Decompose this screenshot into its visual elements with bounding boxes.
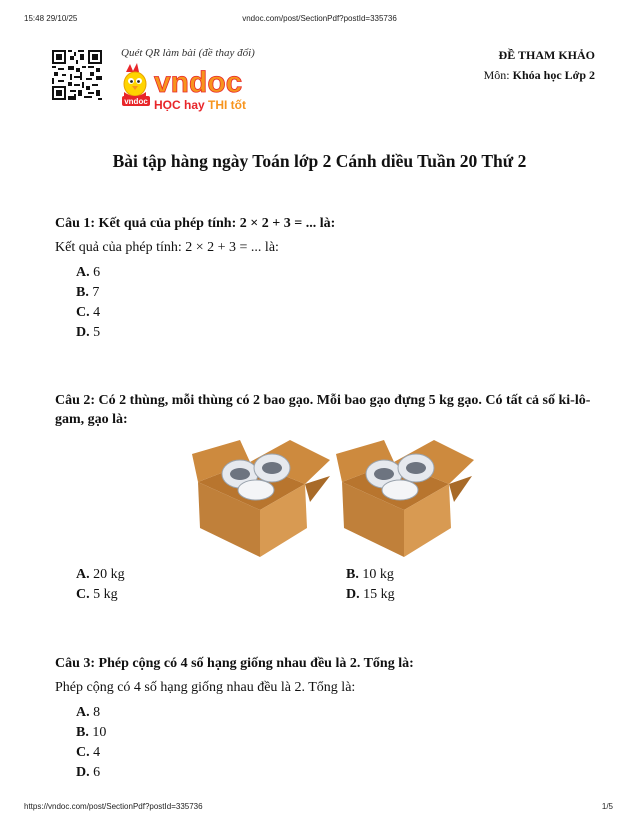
- page-number: 1/5: [601, 802, 613, 811]
- question-1-option-a[interactable]: A. 6: [76, 265, 101, 280]
- mascot-icon: [124, 63, 146, 100]
- qr-code[interactable]: [52, 50, 102, 100]
- subject-value: Khóa học Lớp 2: [512, 68, 595, 82]
- question-3-text: Phép cộng có 4 số hạng giống nhau đều là 2. Tổng là:: [55, 680, 356, 695]
- question-2-option-c[interactable]: C. 5 kg: [76, 587, 118, 602]
- question-3-heading: Câu 3: Phép cộng có 4 số hạng giống nhau đều là 2. Tổng là:: [55, 656, 414, 671]
- print-header-url: vndoc.com/post/SectionPdf?postId=335736: [242, 14, 397, 23]
- question-2-option-d[interactable]: D. 15 kg: [346, 587, 395, 602]
- svg-text:vndoc: vndoc: [154, 66, 243, 99]
- print-datetime: 15:48 29/10/25: [24, 14, 78, 23]
- question-1-option-d[interactable]: D. 5: [76, 325, 101, 340]
- question-3-option-b[interactable]: B. 10: [76, 725, 107, 740]
- subject-line: [484, 68, 595, 83]
- vndoc-logo[interactable]: [120, 62, 270, 114]
- svg-text:HỌC hay THI tốt: HỌC hay THI tốt: [154, 98, 247, 112]
- print-footer-url: https://vndoc.com/post/SectionPdf?postId=335736: [24, 802, 203, 811]
- subject-label: Môn:: [483, 68, 513, 82]
- question-2-option-a[interactable]: A. 20 kg: [76, 567, 125, 582]
- question-1-option-b[interactable]: B. 7: [76, 285, 100, 300]
- question-2-heading: Câu 2: Có 2 thùng, mỗi thùng có 2 bao gạo. Mỗi bao gạo đựng 5 kg gạo. Có tất cả số ki-lô-gam, gạo là:: [55, 393, 591, 427]
- rice-boxes-image: [190, 432, 475, 562]
- svg-text:vndoc: vndoc: [124, 97, 148, 106]
- question-1-option-c[interactable]: C. 4: [76, 305, 101, 320]
- qr-caption: Quét QR làm bài (đề thay đổi): [121, 47, 255, 59]
- question-1-text: Kết quả của phép tính: 2 × 2 + 3 = ... là:: [55, 240, 279, 255]
- question-1-heading: Câu 1: Kết quả của phép tính: 2 × 2 + 3 = ... là:: [55, 216, 336, 231]
- question-3-option-c[interactable]: C. 4: [76, 745, 101, 760]
- box-2: [336, 440, 474, 557]
- box-1: [192, 440, 330, 557]
- page-title: Bài tập hàng ngày Toán lớp 2 Cánh diều Tuần 20 Thứ 2: [112, 151, 527, 171]
- question-3-option-a[interactable]: A. 8: [76, 705, 101, 720]
- question-2-option-b[interactable]: B. 10 kg: [346, 567, 394, 582]
- question-3-option-d[interactable]: D. 6: [76, 765, 101, 780]
- doc-type-label: ĐỀ THAM KHẢO: [498, 48, 595, 62]
